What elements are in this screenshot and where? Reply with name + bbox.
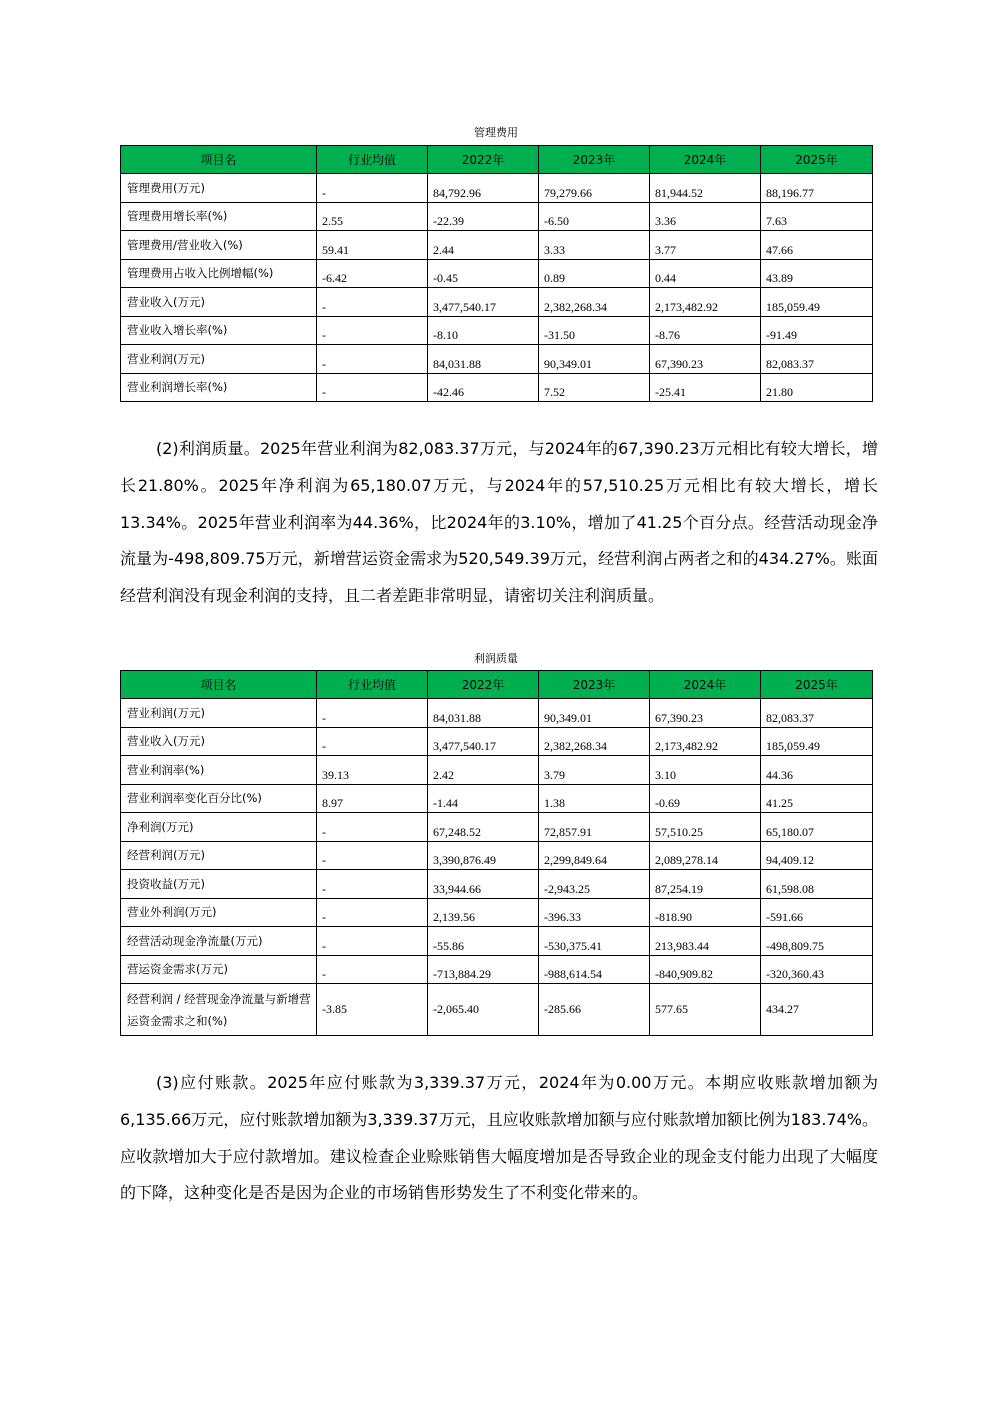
row-label: 经营利润(万元) xyxy=(121,841,317,870)
table-cell: -0.69 xyxy=(650,784,761,813)
table-cell: 67,248.52 xyxy=(428,813,539,842)
table-row xyxy=(121,316,873,345)
row-label: 营业利润率(%) xyxy=(121,756,317,785)
row-label: 管理费用/营业收入(%) xyxy=(121,231,317,260)
table-cell: 72,857.91 xyxy=(539,813,650,842)
row-label: 营业利润(万元) xyxy=(121,699,317,728)
column-header: 项目名 xyxy=(121,146,317,174)
table-cell: -530,375.41 xyxy=(539,927,650,956)
table-cell: 61,598.08 xyxy=(761,870,873,899)
table-row xyxy=(121,231,873,260)
table-cell: - xyxy=(317,727,428,756)
table-cell: 2.55 xyxy=(317,202,428,231)
table-cell: 2,382,268.34 xyxy=(539,727,650,756)
column-header: 行业均值 xyxy=(317,671,428,699)
table-cell: -6.50 xyxy=(539,202,650,231)
table-cell: -285.66 xyxy=(539,984,650,1036)
table-cell: 185,059.49 xyxy=(761,727,873,756)
row-label: 营业收入(万元) xyxy=(121,288,317,317)
table-cell: 41.25 xyxy=(761,784,873,813)
table-cell: - xyxy=(317,316,428,345)
table-cell: -396.33 xyxy=(539,898,650,927)
table-cell: 94,409.12 xyxy=(761,841,873,870)
table-cell: 3.77 xyxy=(650,231,761,260)
table-cell: - xyxy=(317,345,428,374)
table-cell: 84,031.88 xyxy=(428,699,539,728)
table-cell: 67,390.23 xyxy=(650,345,761,374)
row-label: 净利润(万元) xyxy=(121,813,317,842)
table-cell: 8.97 xyxy=(317,784,428,813)
table-cell: -498,809.75 xyxy=(761,927,873,956)
table-cell: 213,983.44 xyxy=(650,927,761,956)
table-cell: 67,390.23 xyxy=(650,699,761,728)
table-cell: -22.39 xyxy=(428,202,539,231)
row-label: 管理费用增长率(%) xyxy=(121,202,317,231)
row-label: 营业利润(万元) xyxy=(121,345,317,374)
table-cell: -6.42 xyxy=(317,259,428,288)
table-cell: 57,510.25 xyxy=(650,813,761,842)
table-cell: 1.38 xyxy=(539,784,650,813)
table-cell: - xyxy=(317,174,428,203)
table-cell: 434.27 xyxy=(761,984,873,1036)
table-cell: 0.89 xyxy=(539,259,650,288)
table-cell: 2,173,482.92 xyxy=(650,727,761,756)
table-cell: 3.79 xyxy=(539,756,650,785)
column-header: 2024年 xyxy=(650,671,761,699)
table-cell: -988,614.54 xyxy=(539,955,650,984)
table-row xyxy=(121,898,873,927)
table-cell: 577.65 xyxy=(650,984,761,1036)
row-label: 经营利润 / 经营现金净流量与新增营运资金需求之和(%) xyxy=(121,984,317,1036)
table-row xyxy=(121,727,873,756)
table-cell: - xyxy=(317,813,428,842)
accounts-payable-text: (3)应付账款。2025年应付账款为3,339.37万元，2024年为0.00万元。本期应收账款增加额为6,135.66万元，应付账款增加额为3,339.37万元，且应收账款增加额与应付账款增加额比例为183.74%。应收款增加大于应付款增加。建议检查企业赊账销售大幅度增加是否导致企业的现金支付能力出现了大幅度的下降，这种变化是否是因为企业的市场销售形势发生了不利变化带来的。 xyxy=(120,1073,878,1203)
table-cell: 84,031.88 xyxy=(428,345,539,374)
table-cell: 2.42 xyxy=(428,756,539,785)
table-cell: -0.45 xyxy=(428,259,539,288)
table-cell: 90,349.01 xyxy=(539,345,650,374)
table-cell: -55.86 xyxy=(428,927,539,956)
table-cell: 2,173,482.92 xyxy=(650,288,761,317)
table-cell: 59.41 xyxy=(317,231,428,260)
table-cell: -2,943.25 xyxy=(539,870,650,899)
table-cell: -8.76 xyxy=(650,316,761,345)
column-header: 项目名 xyxy=(121,671,317,699)
column-header: 2024年 xyxy=(650,146,761,174)
table-cell: 90,349.01 xyxy=(539,699,650,728)
table-row xyxy=(121,870,873,899)
table-header-row xyxy=(121,146,873,174)
table-row xyxy=(121,927,873,956)
table-cell: 79,279.66 xyxy=(539,174,650,203)
table-cell: 3,390,876.49 xyxy=(428,841,539,870)
table-cell: -3.85 xyxy=(317,984,428,1036)
table-cell: -320,360.43 xyxy=(761,955,873,984)
table-cell: - xyxy=(317,927,428,956)
table-cell: -818.90 xyxy=(650,898,761,927)
table-row xyxy=(121,813,873,842)
table-cell: 3.36 xyxy=(650,202,761,231)
profit-quality-paragraph xyxy=(120,431,878,615)
table-row xyxy=(121,345,873,374)
table-row xyxy=(121,288,873,317)
table-cell: -1.44 xyxy=(428,784,539,813)
table-cell: - xyxy=(317,898,428,927)
table-row xyxy=(121,202,873,231)
table-row xyxy=(121,174,873,203)
table-cell: 47.66 xyxy=(761,231,873,260)
column-header: 2025年 xyxy=(761,671,873,699)
profit-quality-text: (2)利润质量。2025年营业利润为82,083.37万元，与2024年的67,390.23万元相比有较大增长，增长21.80%。2025年净利润为65,180.07万元，与2024年的57,510.25万元相比有较大增长，增长13.34%。2025年营业利润率为44.36%，比2024年的3.10%，增加了41.25个百分点。经营活动现金净流量为-498,809.75万元，新增营运资金需求为520,549.39万元，经营利润占两者之和的434.27%。账面经营利润没有现金利润的支持，且二者差距非常明显，请密切关注利润质量。 xyxy=(120,439,878,606)
table-cell: 2,382,268.34 xyxy=(539,288,650,317)
table-cell: 3.10 xyxy=(650,756,761,785)
table-cell: -31.50 xyxy=(539,316,650,345)
table-cell: -42.46 xyxy=(428,373,539,402)
column-header: 2023年 xyxy=(539,671,650,699)
table-cell: - xyxy=(317,841,428,870)
table-cell: 88,196.77 xyxy=(761,174,873,203)
table-cell: 65,180.07 xyxy=(761,813,873,842)
row-label: 营业利润率变化百分比(%) xyxy=(121,784,317,813)
table-cell: 21.80 xyxy=(761,373,873,402)
table-cell: - xyxy=(317,288,428,317)
table-cell: - xyxy=(317,870,428,899)
table-cell: 185,059.49 xyxy=(761,288,873,317)
table-cell: 43.89 xyxy=(761,259,873,288)
table-cell: 2,299,849.64 xyxy=(539,841,650,870)
row-label: 经营活动现金净流量(万元) xyxy=(121,927,317,956)
table-cell: 2,089,278.14 xyxy=(650,841,761,870)
row-label: 管理费用(万元) xyxy=(121,174,317,203)
table-row xyxy=(121,756,873,785)
table-row xyxy=(121,259,873,288)
table-cell: - xyxy=(317,699,428,728)
table-row xyxy=(121,373,873,402)
table-cell: 82,083.37 xyxy=(761,699,873,728)
row-label: 营业收入增长率(%) xyxy=(121,316,317,345)
table-cell: -591.66 xyxy=(761,898,873,927)
table-cell: 82,083.37 xyxy=(761,345,873,374)
table-cell: 87,254.19 xyxy=(650,870,761,899)
profit-quality-table xyxy=(120,670,873,1036)
table-cell: 0.44 xyxy=(650,259,761,288)
table-cell: 3,477,540.17 xyxy=(428,727,539,756)
table-cell: 2.44 xyxy=(428,231,539,260)
table-cell: -840,909.82 xyxy=(650,955,761,984)
table-cell: 39.13 xyxy=(317,756,428,785)
table-row xyxy=(121,955,873,984)
table-cell: 84,792.96 xyxy=(428,174,539,203)
column-header: 行业均值 xyxy=(317,146,428,174)
table-cell: 3,477,540.17 xyxy=(428,288,539,317)
row-label: 营运资金需求(万元) xyxy=(121,955,317,984)
table-cell: - xyxy=(317,955,428,984)
table-row xyxy=(121,784,873,813)
row-label: 投资收益(万元) xyxy=(121,870,317,899)
table-cell: 81,944.52 xyxy=(650,174,761,203)
table-row xyxy=(121,984,873,1036)
table-row xyxy=(121,841,873,870)
table-cell: 3.33 xyxy=(539,231,650,260)
table-row xyxy=(121,699,873,728)
table-header-row xyxy=(121,671,873,699)
table-cell: 33,944.66 xyxy=(428,870,539,899)
column-header: 2022年 xyxy=(428,146,539,174)
table-cell: -713,884.29 xyxy=(428,955,539,984)
column-header: 2023年 xyxy=(539,146,650,174)
table-cell: 2,139.56 xyxy=(428,898,539,927)
table-cell: 7.52 xyxy=(539,373,650,402)
row-label: 营业收入(万元) xyxy=(121,727,317,756)
table-cell: -25.41 xyxy=(650,373,761,402)
table-cell: -2,065.40 xyxy=(428,984,539,1036)
row-label: 营业利润增长率(%) xyxy=(121,373,317,402)
table-cell: -91.49 xyxy=(761,316,873,345)
column-header: 2025年 xyxy=(761,146,873,174)
table-cell: 44.36 xyxy=(761,756,873,785)
table-cell: -8.10 xyxy=(428,316,539,345)
column-header: 2022年 xyxy=(428,671,539,699)
table-cell: 7.63 xyxy=(761,202,873,231)
table1-title: 管理费用 xyxy=(474,126,518,139)
table-cell: - xyxy=(317,373,428,402)
row-label: 管理费用占收入比例增幅(%) xyxy=(121,259,317,288)
row-label: 营业外利润(万元) xyxy=(121,898,317,927)
admin-expense-table xyxy=(120,145,873,402)
table2-title: 利润质量 xyxy=(474,652,518,665)
accounts-payable-paragraph xyxy=(120,1065,878,1212)
